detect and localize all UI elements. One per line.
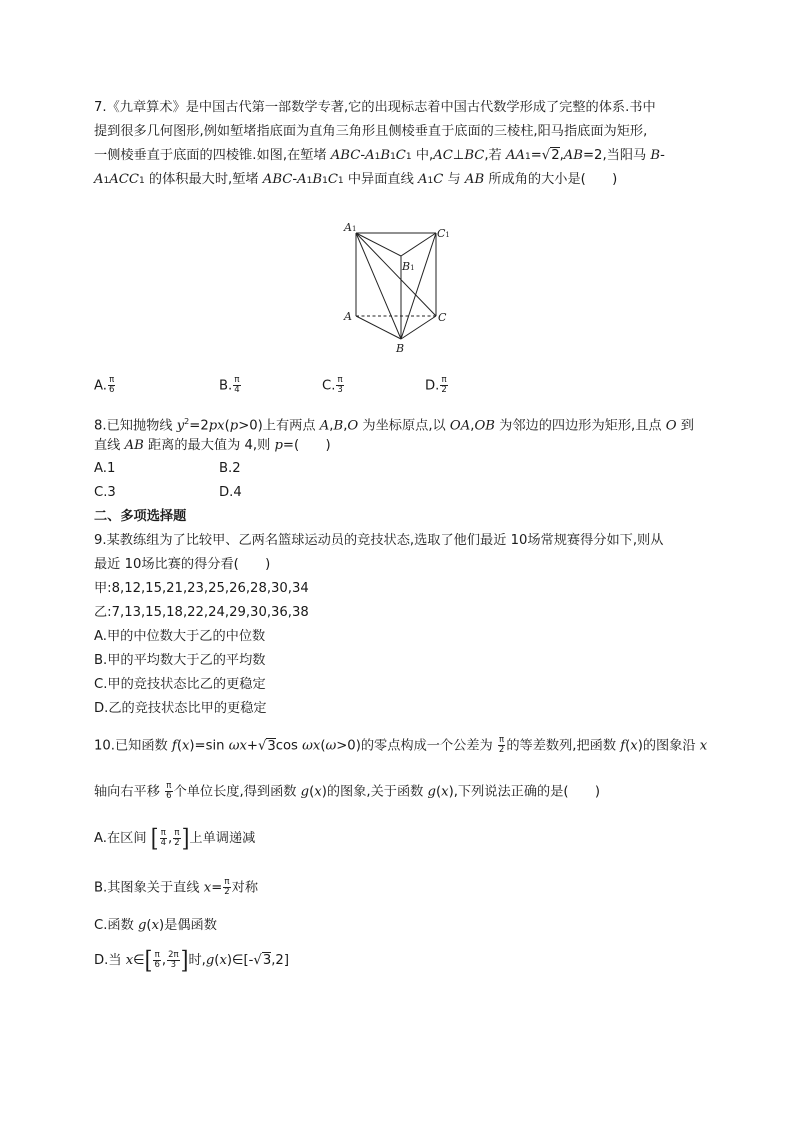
q10-option-d[interactable]: D.当 x∈[ $\frac{\pi}{6}$ , $\frac{2\pi}{3}$ ]时,g(x)∈[-√3,2] [94, 945, 289, 975]
q8-line-2: 直线 AB 距离的最大值为 4,则 p=( ) [94, 438, 331, 453]
q7-line-4: A1ACC1 的体积最大时,堑堵 ABC-A1B1C1 中异面直线 A1C 与 AB 所成角的大小是( ) [94, 172, 618, 187]
q7-line-1: 7.《九章算术》是中国古代第一部数学专著,它的出现标志着中国古代数学形成了完整的体系.书中 [94, 100, 656, 115]
q7-option-a[interactable]: A. $\frac{\pi}{6}$ [94, 375, 115, 395]
label-A: A [344, 310, 352, 323]
q9-option-c[interactable]: C.甲的竞技状态比乙的更稳定 [94, 677, 266, 692]
q10-option-c[interactable]: C.函数 g(x)是偶函数 [94, 918, 217, 933]
q8-option-c[interactable]: C.3 [94, 485, 116, 500]
q9-data-jia: 甲:8,12,15,21,23,25,26,28,30,34 [94, 581, 309, 596]
q7-line-2: 提到很多几何图形,例如堑堵指底面为直角三角形且侧棱垂直于底面的三棱柱,阳马指底面为矩形, [94, 124, 648, 139]
q9-data-yi: 乙:7,13,15,18,22,24,29,30,36,38 [94, 605, 309, 620]
q8-option-d[interactable]: D.4 [219, 485, 242, 500]
q7-option-c[interactable]: C. $\frac{\pi}{3}$ [322, 375, 343, 395]
q10-option-b[interactable]: B.其图象关于直线 x= $\frac{\pi}{2}$ 对称 [94, 877, 259, 897]
q8-option-a[interactable]: A.1 [94, 461, 116, 476]
label-B: B [396, 342, 405, 355]
q9-option-d[interactable]: D.乙的竞技状态比甲的更稳定 [94, 701, 267, 716]
q10-line-1: 10.已知函数 f(x)=sin ωx+√3cos ωx(ω>0)的零点构成一个公差为 $\frac{\pi}{2}$ 的等差数列,把函数 f(x)的图象沿 x [94, 735, 708, 755]
q8-option-b[interactable]: B.2 [219, 461, 241, 476]
q9-line-1: 9.某教练组为了比较甲、乙两名篮球运动员的竞技状态,选取了他们最近 10场常规赛得分如下,则从 [94, 533, 664, 548]
section-heading: 二、多项选择题 [94, 509, 187, 524]
q8-line-1: 8.已知抛物线 $y^2=2px(p>0)$上有两点 A,B,O 为坐标原点,以 OA,OB 为邻边的四边形为矩形,且点 O 到 [94, 417, 694, 434]
prism-figure [340, 220, 460, 355]
q9-option-b[interactable]: B.甲的平均数大于乙的平均数 [94, 653, 266, 668]
q7-option-b[interactable]: B. $\frac{\pi}{4}$ [219, 375, 240, 395]
q9-line-2: 最近 10场比赛的得分看( ) [94, 557, 271, 572]
q7-option-d[interactable]: D. $\frac{\pi}{2}$ [425, 375, 447, 395]
label-C1: C1 [437, 227, 450, 240]
q10-line-2: 轴向右平移 $\frac{\pi}{6}$ 个单位长度,得到函数 g(x)的图象,关于函数 g(x),下列说法正确的是( ) [94, 781, 601, 801]
q10-option-a[interactable]: A.在区间 [ $\frac{\pi}{4}$ , $\frac{\pi}{2}$ ]上单调递减 [94, 823, 256, 853]
label-B1: B1 [402, 260, 415, 273]
q7-line-3: 一侧棱垂直于底面的四棱锥.如图,在堑堵 ABC-A1B1C1 中,AC⊥BC,若 AA1=√2,AB=2,当阳马 B- [94, 148, 665, 163]
label-A1: A1 [344, 221, 357, 234]
label-C: C [438, 311, 447, 324]
q9-option-a[interactable]: A.甲的中位数大于乙的中位数 [94, 629, 266, 644]
